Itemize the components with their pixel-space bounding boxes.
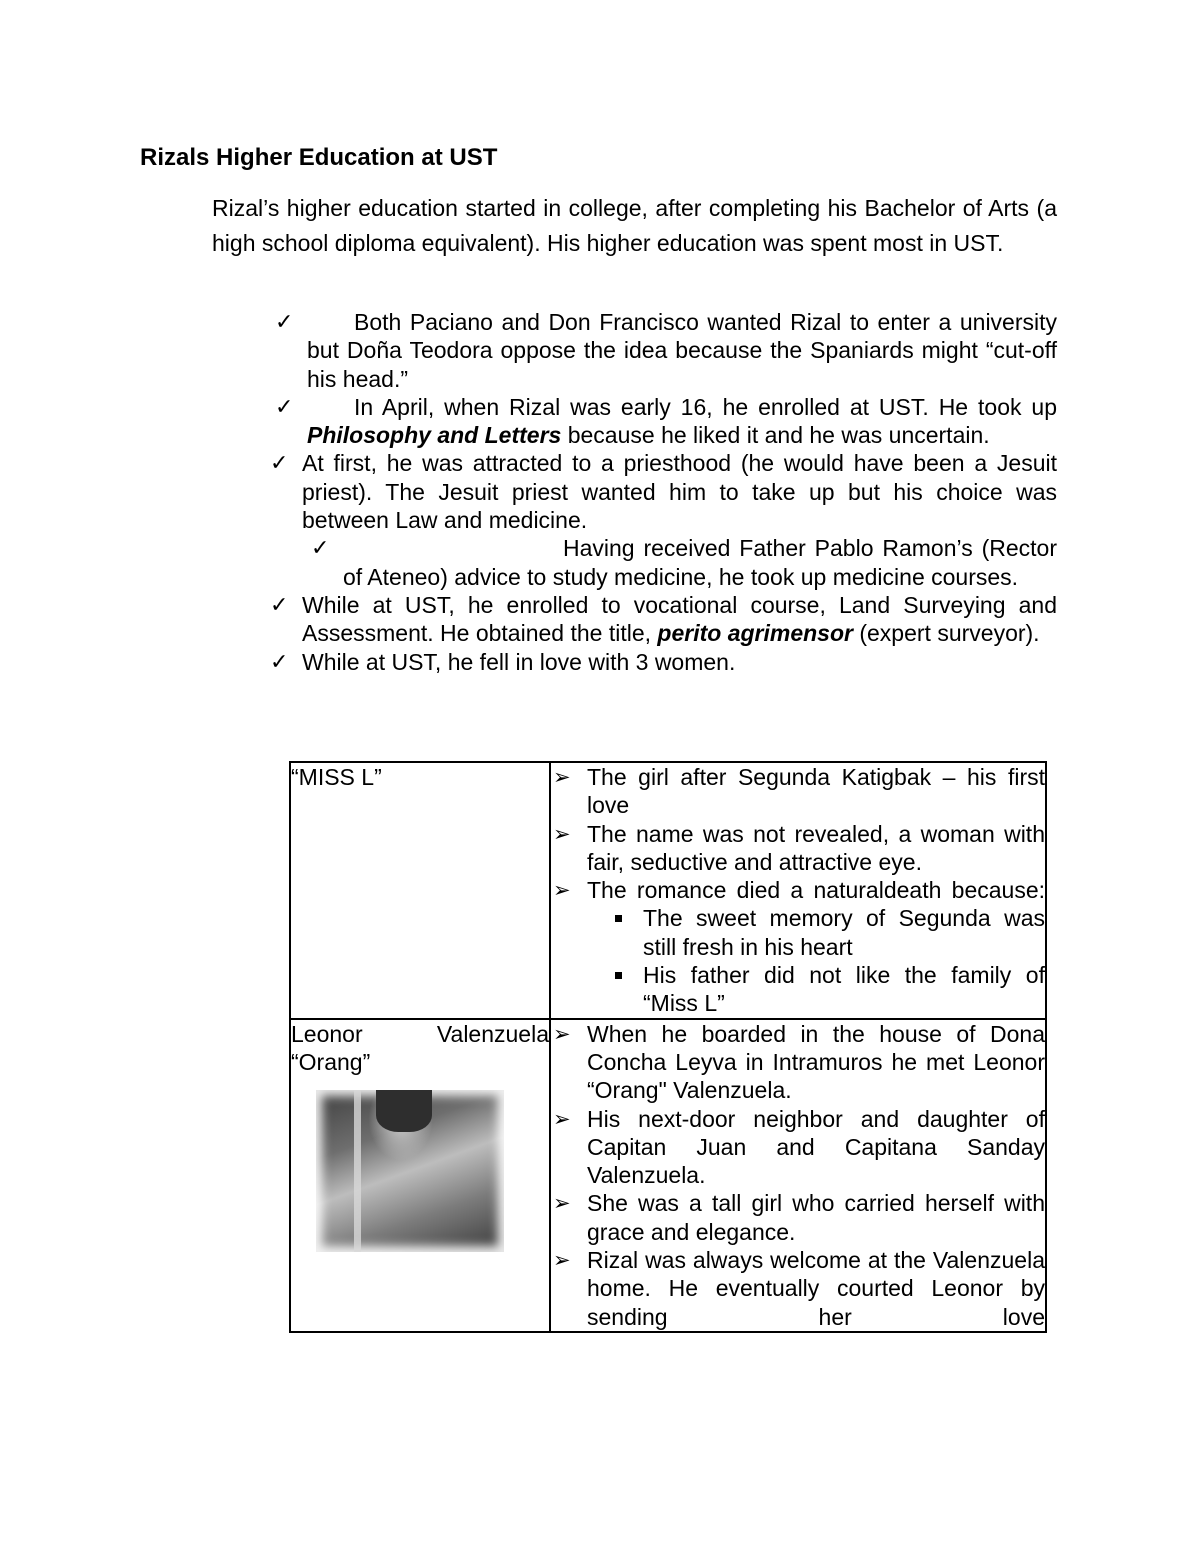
arrow-bullet-icon: ➢ <box>553 879 571 903</box>
sub-list-item: The sweet memory of Segunda was still fresh in his heart <box>607 904 1045 961</box>
list-item: ➢ His next-door neighbor and daughter of Capitan Juan and Capitana Sanday Valenzuela. <box>553 1105 1045 1189</box>
emphasis-perito-agrimensor: perito agrimensor <box>657 620 853 647</box>
check-item-4-text: Having received Father Pablo Ramon’s (Rector of Ateneo) advice to study medicine, he took up medicine courses. <box>343 535 1057 590</box>
check-item-2-text-end: because he liked it and he was uncertain. <box>561 422 990 449</box>
arrow-bullet-icon: ➢ <box>553 1107 571 1131</box>
check-item-1-text: Both Paciano and Don Francisco wanted Rizal to enter a university but Doña Teodora oppose the idea because the Spaniards might “cut-off his head.” <box>307 309 1057 392</box>
check-item-2-text: In April, when Rizal was early 16, he enrolled at UST. He took up <box>354 393 1057 420</box>
check-item-5 <box>266 591 1057 648</box>
check-item-1 <box>266 308 1057 393</box>
square-bullet-icon <box>615 972 622 979</box>
arrow-bullet-icon: ➢ <box>553 766 571 789</box>
page-title: Rizals Higher Education at UST <box>140 144 498 171</box>
arrow-bullet-icon: ➢ <box>553 1022 571 1046</box>
sub-list-item: His father did not like the family of “Miss L” <box>607 961 1045 1018</box>
woman-name: Leonor Valenzuela <box>291 1020 549 1047</box>
details-list <box>551 1020 1045 1331</box>
women-table <box>289 761 1047 1333</box>
arrow-bullet-icon: ➢ <box>553 1249 571 1273</box>
name-cell <box>290 1019 550 1332</box>
check-item-5-text-end: (expert surveyor). <box>852 620 1040 647</box>
arrow-bullet-icon: ➢ <box>553 1192 571 1216</box>
list-item: ➢ She was a tall girl who carried herself with grace and elegance. <box>553 1190 1045 1245</box>
check-item-6-text: While at UST, he fell in love with 3 women. <box>302 648 736 675</box>
table-row <box>290 762 1046 1019</box>
check-item-5-text: While at UST, he enrolled to vocational course, Land Surveying and Assessment. He obtained the title, <box>302 591 1057 647</box>
leonor-portrait-image <box>316 1090 504 1252</box>
list-item: ➢ The name was not revealed, a woman with fair, seductive and attractive eye. <box>553 820 1045 875</box>
name-cell <box>290 762 550 1019</box>
check-item-3 <box>266 449 1057 534</box>
checklist <box>266 308 1057 676</box>
details-cell <box>550 1019 1046 1332</box>
checkmark-icon: ✓ <box>275 393 294 419</box>
intro-paragraph: Rizal’s higher education started in college, after completing his Bachelor of Arts (a high school diploma equivalent). His higher education was spent most in UST. <box>212 195 1057 256</box>
table-row <box>290 1019 1046 1332</box>
checkmark-icon: ✓ <box>275 309 294 334</box>
check-item-4 <box>308 534 1057 591</box>
checkmark-icon: ✓ <box>311 535 330 561</box>
emphasis-philosophy-and-letters: Philosophy and Letters <box>307 422 562 449</box>
checkmark-icon: ✓ <box>270 450 289 476</box>
square-bullet-icon <box>615 915 622 922</box>
arrow-bullet-icon: ➢ <box>553 822 571 846</box>
woman-name: “MISS L” <box>291 764 382 790</box>
checkmark-icon: ✓ <box>270 648 289 674</box>
list-item: ➢ The girl after Segunda Katigbak – his first love <box>553 764 1045 819</box>
checkmark-icon: ✓ <box>270 591 289 617</box>
list-item: ➢ Rizal was always welcome at the Valenzuela home. He eventually courted Leonor by sending her love <box>553 1247 1045 1330</box>
list-item: ➢ The romance died a naturaldeath because: <box>551 876 1045 904</box>
check-item-6 <box>266 648 1057 676</box>
list-item: ➢ When he boarded in the house of Dona Concha Leyva in Intramuros he met Leonor “Orang" Valenzuela. <box>553 1020 1045 1104</box>
woman-nickname: “Orang” <box>291 1048 371 1075</box>
check-item-2 <box>266 393 1057 450</box>
details-cell <box>550 762 1046 1019</box>
check-item-3-text: At first, he was attracted to a priesthood (he would have been a Jesuit priest). The Jesuit priest wanted him to take up but his choice was between Law and medicine. <box>302 450 1057 534</box>
details-list <box>551 763 1045 1018</box>
